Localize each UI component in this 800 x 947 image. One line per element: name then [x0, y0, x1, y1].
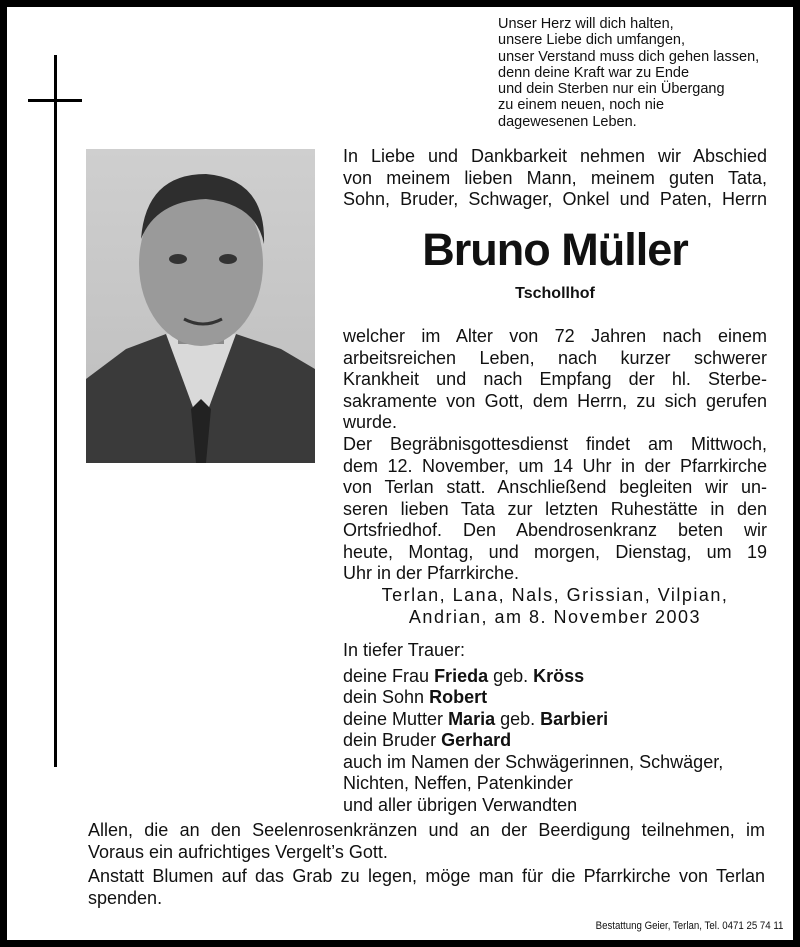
relatives-line: und aller übrigen Verwandten	[343, 794, 578, 815]
cross-icon-horizontal	[28, 99, 82, 102]
text-line: welcher im Alter von 72 Jahren nach einem	[343, 326, 767, 346]
text-line: von Terlan statt. Anschließend begleiten wir un-	[343, 477, 767, 497]
paragraph-death	[343, 326, 767, 434]
text-line: Der Begräbnisgottesdienst findet am Mittwoch,	[343, 434, 767, 454]
text-line: seren lieben Tata zur letzten Ruhestätte in den	[343, 498, 767, 519]
cross-icon-vertical	[54, 55, 57, 767]
poem-line: Unser Herz will dich halten,	[498, 16, 674, 32]
intro-line: von meinem lieben Mann, meinem guten Tata,	[343, 167, 767, 188]
text-line: Voraus ein aufrichtiges Vergelt’s Gott.	[88, 841, 388, 862]
relatives-line: auch im Namen der Schwägerinnen, Schwäger,	[343, 751, 724, 772]
text-line: heute, Montag, und morgen, Dienstag, um 19	[343, 541, 767, 562]
poem-line: zu einem neuen, noch nie	[498, 97, 665, 114]
text-line: dem 12. November, um 14 Uhr in der Pfarrkirche	[343, 455, 767, 476]
paragraph-funeral	[343, 434, 767, 585]
thanks	[88, 820, 765, 863]
poem-line: dagewesenen Leben.	[498, 113, 637, 130]
intro-line: In Liebe und Dankbarkeit nehmen wir Abschied	[343, 146, 767, 166]
family-member: dein Bruder Gerhard	[343, 730, 512, 750]
text-line: sakramente von Gott, dem Herrn, zu sich gerufen	[343, 390, 767, 411]
text-line: Allen, die an den Seelenrosenkränzen und an der Beerdigung teilnehmen, im	[88, 820, 765, 840]
portrait-photo	[86, 149, 315, 463]
date: Andrian, am 8. November 2003	[408, 606, 702, 627]
poem-line: unser Verstand muss dich gehen lassen,	[498, 48, 760, 65]
poem-line: und dein Sterben nur ein Übergang	[498, 81, 725, 98]
family-member: dein Sohn Robert	[343, 687, 488, 707]
text-line: spenden.	[88, 887, 163, 908]
mourners	[343, 640, 723, 816]
intro-line: Sohn, Bruder, Schwager, Onkel und Paten, Herrn	[343, 189, 767, 209]
text-line: Ortsfriedhof. Den Abendrosenkranz beten wir	[343, 520, 767, 540]
poem	[498, 16, 759, 130]
poem-line: unsere Liebe dich umfangen,	[498, 32, 686, 49]
mourning-heading: In tiefer Trauer:	[343, 640, 466, 660]
deceased-name: Bruno Müller	[422, 224, 688, 275]
family-member: deine Frau Frieda geb. Kröss	[343, 665, 585, 686]
places: Terlan, Lana, Nals, Grissian, Vilpian,	[381, 585, 729, 605]
text-line: wurde.	[343, 412, 398, 432]
relatives-line: Nichten, Neffen, Patenkinder	[343, 773, 573, 793]
text-line: Uhr in der Pfarrkirche.	[343, 563, 520, 583]
poem-line: denn deine Kraft war zu Ende	[498, 64, 690, 81]
family-member: deine Mutter Maria geb. Barbieri	[343, 708, 609, 729]
text-line: Anstatt Blumen auf das Grab zu legen, möge man für die Pfarrkirche von Terlan	[88, 866, 765, 886]
farm-name: Tschollhof	[515, 285, 595, 302]
funeral-home-footer: Bestattung Geier, Terlan, Tel. 0471 25 74 11	[595, 920, 783, 932]
text-line: Krankheit und nach Empfang der hl. Sterbe-	[343, 369, 767, 389]
place-date	[343, 585, 767, 628]
flowers-note	[88, 866, 765, 909]
text-line: arbeitsreichen Leben, nach kurzer schwerer	[343, 347, 767, 368]
intro	[343, 146, 767, 211]
date-line	[343, 607, 767, 629]
